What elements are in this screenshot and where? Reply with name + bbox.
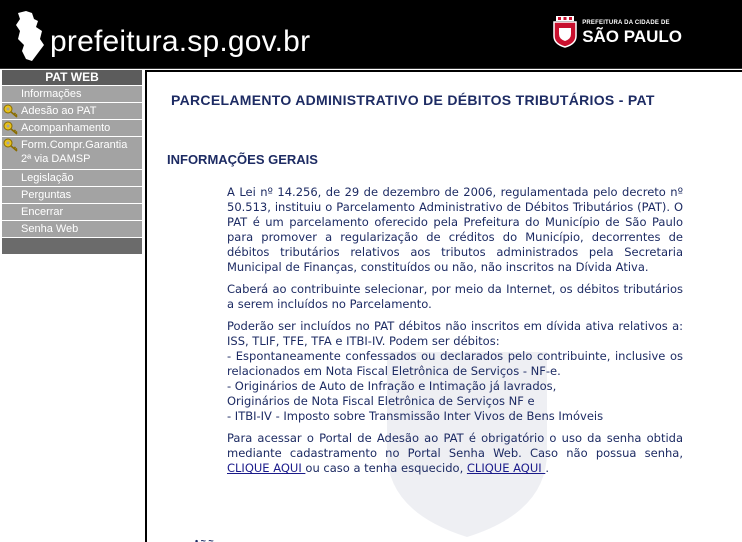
sidebar-item-label: Encerrar [21,206,64,218]
info-paragraph-4 [227,431,683,476]
forgot-password-link[interactable]: CLIQUE AQUI [466,461,546,475]
sidebar-item-legislacao[interactable] [2,170,142,187]
sidebar-title: PAT WEB [2,70,142,86]
debit-list-item: - Espontaneamente confessados ou declarados pelo contribuinte, inclusive os relacionados em Nota Fiscal Eletrônica de Serviços - NF-e. [227,349,683,378]
sidebar-item-informacoes[interactable] [2,86,142,103]
page-title: PARCELAMENTO ADMINISTRATIVO DE DÉBITOS TRIBUTÁRIOS - PAT [171,92,655,108]
key-icon [3,121,19,135]
info-text [227,185,683,483]
city-shield-icon [552,16,578,48]
city-logo-small-text: PREFEITURA DA CIDADE DE [582,19,670,26]
sidebar-item-label: Perguntas [21,189,72,201]
sidebar-item-acompanhamento[interactable] [2,120,142,137]
info-paragraph-1: A Lei nº 14.256, de 29 de dezembro de 2006, regulamentada pelo decreto nº 50.513, instituiu o Parcelamento Administrativo de Débitos Tributários (PAT). O PAT é um parcelamento oferecido pela Prefeitura do Município de São Paulo para promover a regularização de créditos do Município, decorrentes de débitos tributários relativos aos tributos administrados pela Secretaria Municipal de Finanças, constituídos ou não, não inscritos na Dívida Ativa. [227,185,683,274]
trailing-text: . [545,461,549,475]
sidebar-item-label: Senha Web [21,223,79,235]
site-header [0,0,742,69]
sidebar-item-form-compr-garantia[interactable] [2,137,142,170]
info-paragraph-2: Caberá ao contribuinte selecionar, por meio da Internet, os débitos tributários a serem incluídos no Parcelamento. [227,282,683,311]
sp-map-icon [12,9,48,63]
section-title: INFORMAÇÕES GERAIS [167,152,318,167]
sidebar-item-label: Acompanhamento [21,122,111,134]
city-logo[interactable] [552,16,682,48]
key-icon [3,138,19,152]
sidebar-item-encerrar[interactable] [2,204,142,221]
main-content [145,70,742,542]
debit-list-item: - ITBI-IV - Imposto sobre Transmissão Inter Vivos de Bens Imóveis [227,409,604,423]
debit-types-intro: Poderão ser incluídos no PAT débitos não inscritos em dívida ativa relativos a: ISS, TLIF, TFE, TFA e ITBI-IV. Podem ser débitos: [227,319,683,348]
city-logo-big-text: SÃO PAULO [582,26,682,46]
sidebar-item-label: Adesão ao PAT [21,105,97,117]
sidebar-item-perguntas[interactable] [2,187,142,204]
debit-list-item: Originários de Nota Fiscal Eletrônica de Serviços NF e [227,394,535,408]
sidebar-item-label: Informações [21,88,82,100]
register-link[interactable]: CLIQUE AQUI [227,461,306,475]
sidebar-item-label-2: 2ª via DAMSP [21,153,91,165]
sidebar-footer [2,238,142,254]
debit-list-item: - Originários de Auto de Infração e Intimação já lavrados, [227,379,557,393]
forgot-text: ou caso a tenha esquecido, [305,461,467,475]
site-logo[interactable] [12,8,310,64]
sidebar-item-adesao[interactable] [2,103,142,120]
sidebar [2,70,142,254]
sidebar-item-label: Legislação [21,172,74,184]
sidebar-item-senha-web[interactable] [2,221,142,238]
info-paragraph-3 [227,319,683,424]
access-text: Para acessar o Portal de Adesão ao PAT é obrigatório o uso da senha obtida mediante cadastramento no Portal Senha Web. Caso não possua senha, [227,431,683,460]
key-icon [3,104,19,118]
site-name: prefeitura.sp.gov.br [50,25,311,58]
cut-off-text: • ~ ~ [195,536,214,542]
sidebar-item-label: Form.Compr.Garantia [21,139,128,151]
